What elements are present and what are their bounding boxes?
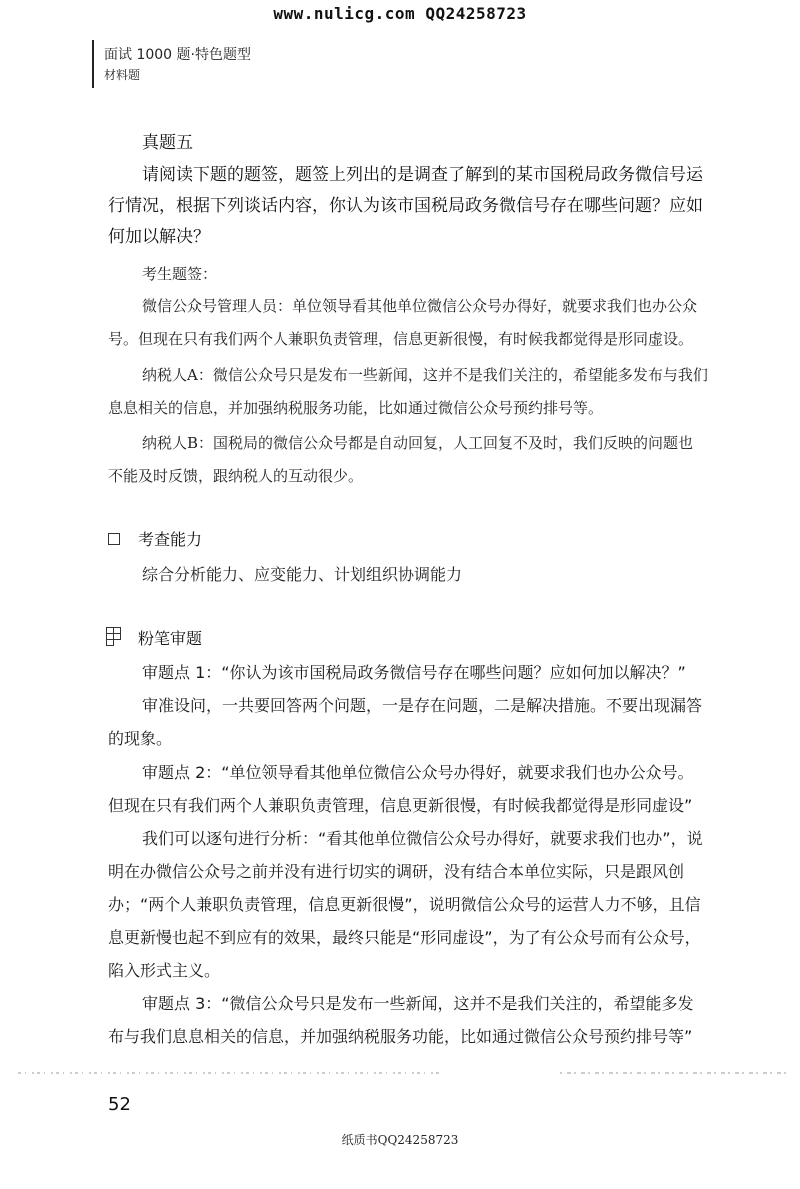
review-section-title: 粉笔审题 bbox=[138, 629, 203, 648]
review-paragraph: 审题点 1：“你认为该市国税局政务微信号存在哪些问题？应如何加以解决？” bbox=[142, 663, 686, 682]
review-paragraph: 审题点 3：“微信公众号只是发布一些新闻，这并不是我们关注的，希望能多发布与我们息息相关的信息，并加强纳税服务功能，比如通过微信公众号预约排号等” bbox=[108, 994, 694, 1046]
review-paragraph: 审准设问，一共要回答两个问题，一是存在问题，二是解决措施。不要出现漏答的现象。 bbox=[108, 696, 703, 748]
scan-artifact-line bbox=[0, 1070, 800, 1076]
question-title: 真题五 bbox=[142, 133, 193, 153]
header-divider bbox=[92, 40, 94, 88]
footer-watermark: 纸质书QQ24258723 bbox=[341, 1133, 459, 1147]
ability-section-icon bbox=[108, 533, 120, 545]
ability-section-title: 考查能力 bbox=[138, 530, 203, 549]
review-paragraph: 我们可以逐句进行分析：“看其他单位微信公众号办得好，就要求我们也办”，说明在办微信公众号之前并没有进行切实的调研，没有结合本单位实际，只是跟风创办；“两个人兼职负责管理，信息更新很慢”，说明微信公众号的运营人力不够，且信息更新慢也起不到应有的效果，最终只能是“形同虚设”，为了有公众号而有公众号，陷入形式主义。 bbox=[108, 829, 703, 980]
page-number: 52 bbox=[108, 1094, 131, 1115]
ability-text: 综合分析能力、应变能力、计划组织协调能力 bbox=[142, 565, 463, 584]
transcript-item: 纳税人A：微信公众号只是发布一些新闻，这并不是我们关注的，希望能多发布与我们息息相关的信息，并加强纳税服务功能，比如通过微信公众号预约排号等。 bbox=[108, 366, 708, 417]
transcript-item: 微信公众号管理人员：单位领导看其他单位微信公众号办得好，就要求我们也办公众号。但现在只有我们两个人兼职负责管理，信息更新很慢，有时候我都觉得是形同虚设。 bbox=[108, 297, 698, 348]
running-header-subtitle: 材料题 bbox=[104, 68, 141, 82]
transcript-label: 考生题签： bbox=[142, 265, 218, 283]
question-prompt: 请阅读下题的题签，题签上列出的是调查了解到的某市国税局政务微信号运行情况，根据下列谈话内容，你认为该市国税局政务微信号存在哪些问题？应如何加以解决？ bbox=[108, 165, 703, 247]
running-header-title: 面试 1000 题·特色题型 bbox=[104, 47, 251, 63]
review-section-icon bbox=[106, 627, 120, 645]
top-watermark: www.nulicg.com QQ24258723 bbox=[273, 4, 527, 23]
transcript-item: 纳税人B：国税局的微信公众号都是自动回复，人工回复不及时，我们反映的问题也不能及时反馈，跟纳税人的互动很少。 bbox=[108, 434, 694, 485]
review-paragraph: 审题点 2：“单位领导看其他单位微信公众号办得好，就要求我们也办公众号。但现在只有我们两个人兼职负责管理，信息更新很慢，有时候我都觉得是形同虚设” bbox=[108, 763, 694, 815]
